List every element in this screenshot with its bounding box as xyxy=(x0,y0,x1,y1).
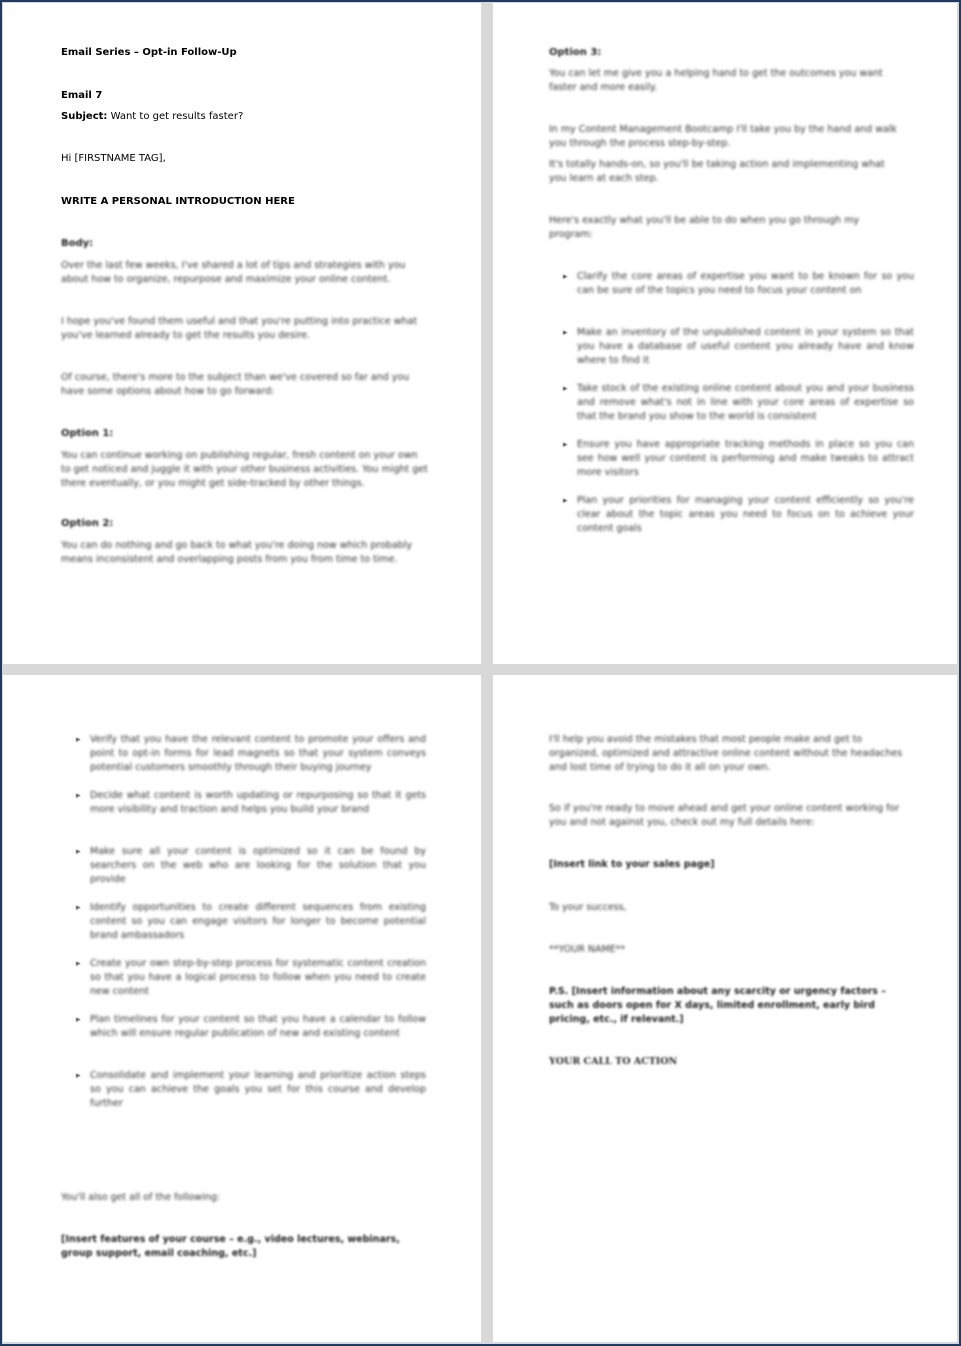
list-item: ▸ Verify that you have the relevant content to promote your offers and point to opt-in forms for lead magnets so that your system conveys potential customers smoothly through their buying journey xyxy=(76,734,426,773)
call-to-action: YOUR CALL TO ACTION xyxy=(549,1056,678,1067)
list-item: ▸ Take stock of the existing online content about you and your business and remove what's not in line with your core areas of expertise so that the brand you show to the world is consistent xyxy=(563,383,914,422)
page-4 xyxy=(493,675,957,1342)
bullet-icon: ▸ xyxy=(76,847,81,857)
bullet-icon: ▸ xyxy=(76,1015,81,1025)
closing-line: To your success, xyxy=(549,902,627,913)
bullet-icon: ▸ xyxy=(563,328,568,338)
bullet-icon: ▸ xyxy=(563,272,568,282)
list-item: ▸ Make sure all your content is optimized so it can be found by searchers on the web who are looking for the solution that you provide xyxy=(76,846,426,885)
page-2 xyxy=(493,3,957,664)
paragraph: Over the last few weeks, I've shared a lot of tips and strategies with you about how to organize, repurpose and maximize your online content. xyxy=(61,260,406,285)
bullet-icon: ▸ xyxy=(563,440,568,450)
list-item: ▸ Consolidate and implement your learning and prioritize action steps so you can achieve the goals you set for this course and develop further xyxy=(76,1070,426,1109)
benefit-list xyxy=(563,270,914,536)
bullet-icon: ▸ xyxy=(563,496,568,506)
benefit-list xyxy=(76,733,426,1111)
option-1-text: You can continue working on publishing regular, fresh content on your own to get noticed and juggle it with your other business activities. You might get there eventually, or you might get side-tracked by other things. xyxy=(61,450,428,489)
paragraph: I'll help you avoid the mistakes that most people make and get to organized, optimized and attractive online content without the headaches and lost time of trying to do it all on your own. xyxy=(549,734,903,773)
paragraph: Of course, there's more to the subject than we've covered so far and you have some options about how to go forward: xyxy=(61,372,410,397)
bullet-icon: ▸ xyxy=(563,384,568,394)
paragraph: It's totally hands-on, so you'll be taking action and implementing what you learn at each step. xyxy=(549,159,885,184)
option-2-text: You can do nothing and go back to what you're doing now which probably means inconsistent and overlapping posts from you from time to time. xyxy=(61,540,413,565)
insert-features: [Insert features of your course – e.g., video lectures, webinars, group support, email coaching, etc.] xyxy=(61,1234,400,1259)
signature-name: **YOUR NAME** xyxy=(549,944,626,955)
paragraph: In my Content Management Bootcamp I'll take you by the hand and walk you through the process step-by-step. xyxy=(549,124,897,149)
insert-link: [Insert link to your sales page] xyxy=(549,859,715,870)
paragraph: I hope you've found them useful and that you're putting into practice what you've learned already to get the results you desire. xyxy=(61,316,418,341)
greeting: Hi [FIRSTNAME TAG], xyxy=(61,153,166,164)
bullet-icon: ▸ xyxy=(76,735,81,745)
option-1-label: Option 1: xyxy=(61,428,114,439)
list-item: ▸ Ensure you have appropriate tracking methods in place so you can see how well your content is performing and make tweaks to attract more visitors xyxy=(563,439,914,478)
email-number: Email 7 xyxy=(61,90,103,101)
list-item: ▸ Decide what content is worth updating or repurposing so that it gets more visibility and traction and helps you build your brand xyxy=(76,790,426,815)
paragraph: So if you're ready to move ahead and get your online content working for you and not against you, check out my full details here: xyxy=(549,803,900,828)
page-1 xyxy=(3,3,481,664)
subject-label: Subject: xyxy=(61,111,108,122)
option-3-label: Option 3: xyxy=(549,47,602,58)
bullet-icon: ▸ xyxy=(76,903,81,913)
option-2-label: Option 2: xyxy=(61,518,114,529)
paragraph: Here's exactly what you'll be able to do when you go through my program: xyxy=(549,215,860,240)
list-item: ▸ Create your own step-by-step process for systematic content creation so that you have a logical process to follow when you need to create new content xyxy=(76,958,426,997)
subject-line xyxy=(61,110,243,124)
list-item: ▸ Plan timelines for your content so that you have a calendar to follow which will ensure regular publication of new and existing content xyxy=(76,1014,426,1039)
subject-text: Want to get results faster? xyxy=(110,111,244,122)
list-item: ▸ Clarify the core areas of expertise you want to be known for so you can be sure of the topics you need to focus your content on xyxy=(563,271,914,296)
list-item: ▸ Identify opportunities to create different sequences from existing content so you can engage visitors for longer to become potential brand ambassadors xyxy=(76,902,426,941)
intro-placeholder: WRITE A PERSONAL INTRODUCTION HERE xyxy=(61,196,295,207)
body-label: Body: xyxy=(61,238,94,249)
list-item: ▸ Make an inventory of the unpublished content in your system so that you have a database of useful content you already have and know where to find it xyxy=(563,327,914,366)
series-title: Email Series – Opt-in Follow-Up xyxy=(61,47,237,58)
option-3-text: You can let me give you a helping hand to get the outcomes you want faster and more easily. xyxy=(549,68,883,93)
bullet-icon: ▸ xyxy=(76,959,81,969)
bullet-icon: ▸ xyxy=(76,1071,81,1081)
bullet-icon: ▸ xyxy=(76,791,81,801)
paragraph: You'll also get all of the following: xyxy=(61,1192,220,1203)
list-item: ▸ Plan your priorities for managing your content efficiently so you're clear about the topic areas you need to focus on to achieve your content goals xyxy=(563,495,914,534)
postscript: P.S. [Insert information about any scarcity or urgency factors – such as doors open for X days, limited enrollment, early bird pricing, etc., if relevant.] xyxy=(549,986,887,1025)
page-3 xyxy=(3,675,481,1342)
